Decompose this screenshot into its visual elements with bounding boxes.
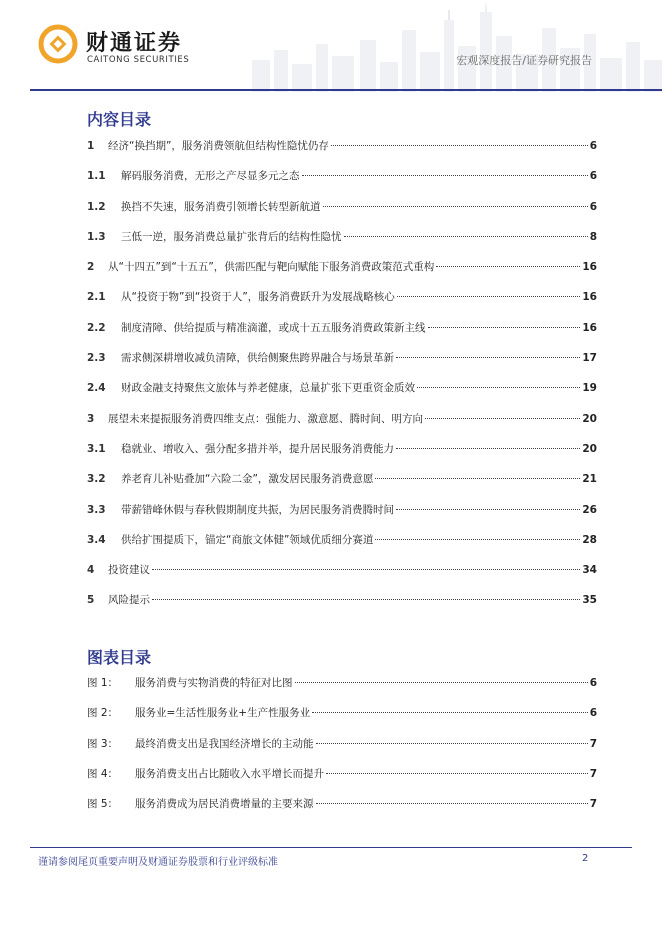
- toc-entry-number: 3.2: [87, 473, 106, 486]
- figure-entry-page: 6: [589, 677, 597, 689]
- figure-entry-label: 图 5：: [87, 798, 119, 811]
- toc-entry-title: 从“投资于物”到“投资于人”，服务消费跃升为发展战略核心: [121, 291, 395, 304]
- toc-entry-page: 17: [582, 352, 597, 365]
- toc-entry-number: 2.1: [87, 291, 106, 304]
- toc-entry[interactable]: [87, 502, 597, 532]
- toc-entry-number: 3.1: [87, 442, 106, 455]
- toc-entry-page: 34: [582, 564, 597, 577]
- toc-entry-number: 2.4: [87, 382, 106, 395]
- toc-entry-page: 20: [582, 442, 597, 455]
- footer-divider: [30, 847, 632, 848]
- figure-entry-label: 图 3：: [87, 737, 119, 750]
- toc-entry-title: 换挡不失速，服务消费引领增长转型新航道: [121, 200, 321, 213]
- toc-entry-page: 26: [582, 503, 597, 516]
- caitong-logo-icon: [38, 24, 78, 64]
- dot-leader: [152, 599, 580, 600]
- toc-entry-page: 28: [582, 533, 597, 546]
- toc-entry-title: 供给扩围提质下，锚定“商旅文体健”领域优质细分赛道: [121, 533, 374, 546]
- figure-entry-title: 服务消费与实物消费的特征对比图: [135, 677, 293, 689]
- figure-entry-title: 服务业=生活性服务业+生产性服务业: [135, 707, 311, 720]
- figure-entry-label: 图 2：: [87, 707, 119, 720]
- dot-leader: [396, 448, 580, 449]
- figure-entry-title: 最终消费支出是我国经济增长的主动能: [135, 737, 314, 750]
- toc-entry-number: 1: [87, 140, 95, 152]
- toc-entry-number: 1.3: [87, 230, 106, 243]
- toc-entry-title: 养老育儿补贴叠加“六险二金”，激发居民服务消费意愿: [121, 473, 374, 486]
- toc-entry-page: 6: [589, 140, 597, 152]
- figure-entry[interactable]: [87, 796, 597, 826]
- dot-leader: [375, 539, 580, 540]
- dot-leader: [323, 206, 588, 207]
- toc-entry-title: 风险提示: [108, 594, 150, 607]
- toc-entry[interactable]: [87, 471, 597, 501]
- figure-entry-page: 6: [589, 707, 597, 720]
- dot-leader: [428, 327, 581, 328]
- footer-disclaimer: 谨请参阅尾页重要声明及财通证券股票和行业评级标准: [38, 857, 278, 868]
- figure-entry-label: 图 4：: [87, 767, 119, 780]
- toc-entry[interactable]: [87, 259, 597, 289]
- dot-leader: [152, 569, 580, 570]
- toc-entry-page: 20: [582, 412, 597, 425]
- toc-entry-title: 解码服务消费，无形之产尽显多元之态: [121, 170, 300, 183]
- table-of-contents: [87, 138, 597, 623]
- toc-entry-page: 6: [589, 200, 597, 213]
- toc-entry-number: 3: [87, 412, 95, 425]
- toc-entry-number: 1.1: [87, 170, 106, 183]
- figure-entry[interactable]: [87, 766, 597, 796]
- toc-entry[interactable]: [87, 441, 597, 471]
- toc-entry[interactable]: [87, 562, 597, 592]
- report-type-label: 宏观深度报告/证券研究报告: [456, 54, 592, 67]
- dot-leader: [397, 296, 581, 297]
- figure-entry[interactable]: [87, 736, 597, 766]
- toc-entry-title: 从“十四五”到“十五五”，供需匹配与靶向赋能下服务消费政策范式重构: [108, 261, 435, 274]
- figure-entry-page: 7: [589, 737, 597, 750]
- dot-leader: [396, 509, 580, 510]
- toc-entry[interactable]: [87, 229, 597, 259]
- toc-entry-page: 8: [589, 230, 597, 243]
- toc-entry[interactable]: [87, 350, 597, 380]
- toc-entry-number: 2.2: [87, 321, 106, 334]
- toc-entry-title: 三低一逆，服务消费总量扩张背后的结构性隐忧: [121, 230, 342, 243]
- dot-leader: [302, 175, 588, 176]
- toc-entry[interactable]: [87, 199, 597, 229]
- toc-entry[interactable]: [87, 592, 597, 622]
- toc-entry-page: 19: [582, 382, 597, 395]
- figure-entry-page: 7: [589, 767, 597, 780]
- toc-entry[interactable]: [87, 320, 597, 350]
- toc-entry-page: 16: [582, 321, 597, 334]
- toc-entry-title: 稳就业、增收入、强分配多措并举，提升居民服务消费能力: [121, 442, 394, 455]
- dot-leader: [331, 145, 588, 146]
- page-number: 2: [582, 853, 589, 864]
- dot-leader: [417, 387, 580, 388]
- toc-entry-page: 16: [582, 261, 597, 274]
- toc-entry-number: 2.3: [87, 352, 106, 365]
- toc-entry-page: 21: [582, 473, 597, 486]
- dot-leader: [344, 236, 588, 237]
- figure-entry[interactable]: [87, 675, 597, 705]
- toc-entry-title: 需求侧深耕增收减负清障，供给侧聚焦跨界融合与场景革新: [121, 352, 394, 365]
- toc-entry[interactable]: [87, 168, 597, 198]
- dot-leader: [375, 478, 580, 479]
- toc-entry[interactable]: [87, 138, 597, 168]
- toc-entry[interactable]: [87, 532, 597, 562]
- dot-leader: [316, 803, 588, 804]
- toc-title: 内容目录: [87, 110, 152, 129]
- figure-entry[interactable]: [87, 705, 597, 735]
- toc-entry-number: 1.2: [87, 200, 106, 213]
- toc-entry-title: 带薪错峰休假与春秋假期制度共振，为居民服务消费腾时间: [121, 503, 394, 516]
- toc-entry-page: 35: [582, 594, 597, 607]
- figure-entry-page: 7: [589, 798, 597, 811]
- dot-leader: [425, 418, 580, 419]
- toc-entry-number: 5: [87, 594, 95, 607]
- toc-entry-number: 3.4: [87, 533, 106, 546]
- dot-leader: [316, 743, 588, 744]
- toc-entry-page: 16: [582, 291, 597, 304]
- toc-entry-number: 3.3: [87, 503, 106, 516]
- dot-leader: [396, 357, 580, 358]
- list-of-figures: [87, 675, 597, 826]
- page-header: [0, 0, 662, 96]
- toc-entry-page: 6: [589, 170, 597, 183]
- toc-entry-title: 制度清障、供给提质与精准滴灌，或成十五五服务消费政策新主线: [121, 321, 426, 334]
- figures-title: 图表目录: [87, 648, 152, 667]
- dot-leader: [295, 682, 588, 683]
- city-skyline-graphic: [242, 0, 662, 92]
- toc-entry-number: 4: [87, 564, 95, 577]
- toc-entry-title: 展望未来提振服务消费四维支点：强能力、激意愿、腾时间、明方向: [108, 412, 423, 425]
- figure-entry-title: 服务消费支出占比随收入水平增长而提升: [135, 767, 324, 780]
- dot-leader: [326, 773, 588, 774]
- toc-entry[interactable]: [87, 411, 597, 441]
- figure-entry-title: 服务消费成为居民消费增量的主要来源: [135, 798, 314, 811]
- toc-entry-title: 投资建议: [108, 564, 150, 577]
- toc-entry[interactable]: [87, 380, 597, 410]
- toc-entry-title: 经济“换挡期”，服务消费领航但结构性隐忧仍存: [108, 140, 329, 152]
- brand-name-en: CAITONG SECURITIES: [87, 55, 190, 65]
- toc-entry-number: 2: [87, 261, 95, 274]
- figure-entry-label: 图 1：: [87, 677, 119, 689]
- header-divider: [30, 89, 662, 91]
- brand-name-cn: 财通证券: [86, 31, 183, 56]
- dot-leader: [312, 712, 588, 713]
- dot-leader: [436, 266, 580, 267]
- toc-entry[interactable]: [87, 289, 597, 319]
- toc-entry-title: 财政金融支持聚焦文旅体与养老健康，总量扩张下更重资金质效: [121, 382, 415, 395]
